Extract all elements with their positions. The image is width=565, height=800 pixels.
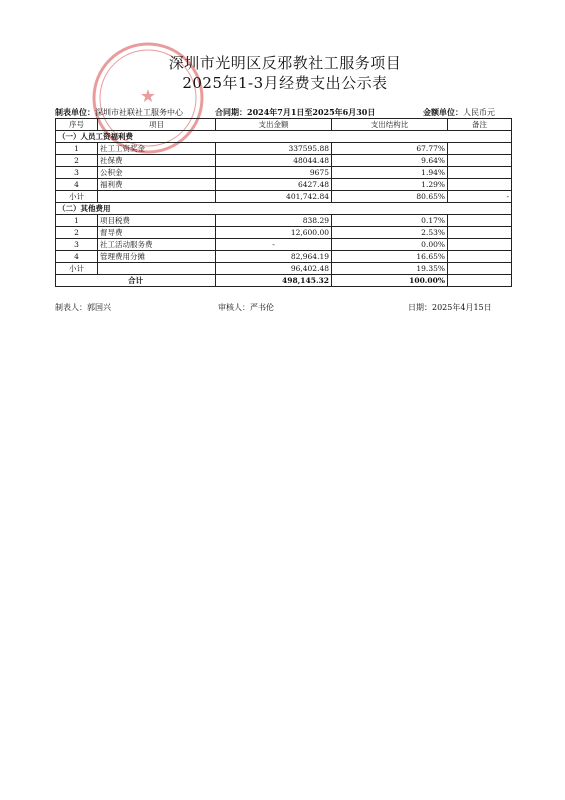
table-row	[56, 155, 512, 167]
subtotal-label: 小计	[56, 191, 98, 203]
section-title: （二）其他费用	[56, 203, 512, 215]
currency-info	[423, 107, 495, 118]
reviewer-signature: 审核人：严书伦	[218, 303, 274, 312]
section-row	[56, 203, 512, 215]
cell-amount: -	[216, 239, 332, 251]
cell-amount: 6427.48	[216, 179, 332, 191]
cell-ratio: 16.65%	[332, 251, 448, 263]
cell-empty	[448, 275, 512, 287]
cell-amount: 9675	[216, 167, 332, 179]
total-ratio: 100.00%	[332, 275, 448, 287]
cell-ratio: 1.29%	[332, 179, 448, 191]
cell-seq: 1	[56, 143, 98, 155]
period-info	[215, 107, 375, 118]
subtotal-ratio: 19.35%	[332, 263, 448, 275]
report-date: 日期：2025年4月15日	[408, 303, 492, 312]
subtotal-label: 小计	[56, 263, 98, 275]
period-label: 合同期：	[215, 107, 247, 117]
cell-remark	[448, 155, 512, 167]
header-item: 项目	[98, 119, 216, 131]
cell-seq: 3	[56, 167, 98, 179]
cell-remark	[448, 227, 512, 239]
cell-ratio: 0.17%	[332, 215, 448, 227]
cell-amount: 82,964.19	[216, 251, 332, 263]
subtotal-ratio: 80.65%	[332, 191, 448, 203]
subtotal-row	[56, 191, 512, 203]
table-header-row	[56, 119, 512, 131]
subtotal-amount: 96,402.48	[216, 263, 332, 275]
preparer-signature: 制表人：郭国兴	[55, 303, 111, 312]
table-row	[56, 179, 512, 191]
table-row	[56, 227, 512, 239]
cell-seq: 3	[56, 239, 98, 251]
cell-item: 公积金	[98, 167, 216, 179]
cell-remark	[448, 215, 512, 227]
expense-table	[55, 118, 512, 287]
total-row	[56, 275, 512, 287]
period-value: 2024年7月1日至2025年6月30日	[247, 107, 376, 117]
cell-seq: 2	[56, 155, 98, 167]
cell-amount: 48044.48	[216, 155, 332, 167]
cell-remark	[448, 179, 512, 191]
cell-empty	[98, 191, 216, 203]
cell-amount: 337595.88	[216, 143, 332, 155]
cell-item: 管理费用分摊	[98, 251, 216, 263]
subtotal-amount: 401,742.84	[216, 191, 332, 203]
currency-value: 人民币元	[463, 108, 495, 117]
svg-text:★: ★	[139, 86, 157, 107]
cell-seq: 4	[56, 179, 98, 191]
unit-label: 制表单位：	[55, 107, 95, 117]
cell-seq: 2	[56, 227, 98, 239]
subtotal-remark	[448, 263, 512, 275]
subtotal-remark: -	[448, 191, 512, 203]
cell-ratio: 1.94%	[332, 167, 448, 179]
cell-remark	[448, 239, 512, 251]
header-remark: 备注	[448, 119, 512, 131]
cell-remark	[448, 143, 512, 155]
cell-ratio: 67.77%	[332, 143, 448, 155]
cell-remark	[448, 251, 512, 263]
table-row	[56, 215, 512, 227]
cell-seq: 4	[56, 251, 98, 263]
cell-item: 督导费	[98, 227, 216, 239]
document-subtitle: 2025年1-3月经费支出公示表	[182, 74, 388, 92]
cell-empty	[98, 263, 216, 275]
cell-seq: 1	[56, 215, 98, 227]
table-row	[56, 143, 512, 155]
table-row	[56, 167, 512, 179]
cell-ratio: 9.64%	[332, 155, 448, 167]
cell-item: 社工活动服务费	[98, 239, 216, 251]
unit-value: 深圳市社联社工服务中心	[95, 108, 183, 117]
section-title: （一）人员工资福利费	[56, 131, 512, 143]
total-amount: 498,145.32	[216, 275, 332, 287]
total-label: 合计	[56, 275, 216, 287]
header-ratio: 支出结构比	[332, 119, 448, 131]
cell-amount: 12,600.00	[216, 227, 332, 239]
cell-ratio: 2.53%	[332, 227, 448, 239]
cell-item: 社工工资奖金	[98, 143, 216, 155]
cell-item: 福利费	[98, 179, 216, 191]
table-row	[56, 251, 512, 263]
document-title: 深圳市光明区反邪教社工服务项目	[168, 54, 402, 72]
currency-label: 金额单位：	[423, 107, 463, 117]
cell-amount: 838.29	[216, 215, 332, 227]
header-seq: 序号	[56, 119, 98, 131]
cell-item: 社保费	[98, 155, 216, 167]
section-row	[56, 131, 512, 143]
header-amount: 支出金额	[216, 119, 332, 131]
cell-ratio: 0.00%	[332, 239, 448, 251]
unit-info	[55, 107, 183, 118]
subtotal-row	[56, 263, 512, 275]
cell-item: 项目税费	[98, 215, 216, 227]
table-row	[56, 239, 512, 251]
cell-remark	[448, 167, 512, 179]
